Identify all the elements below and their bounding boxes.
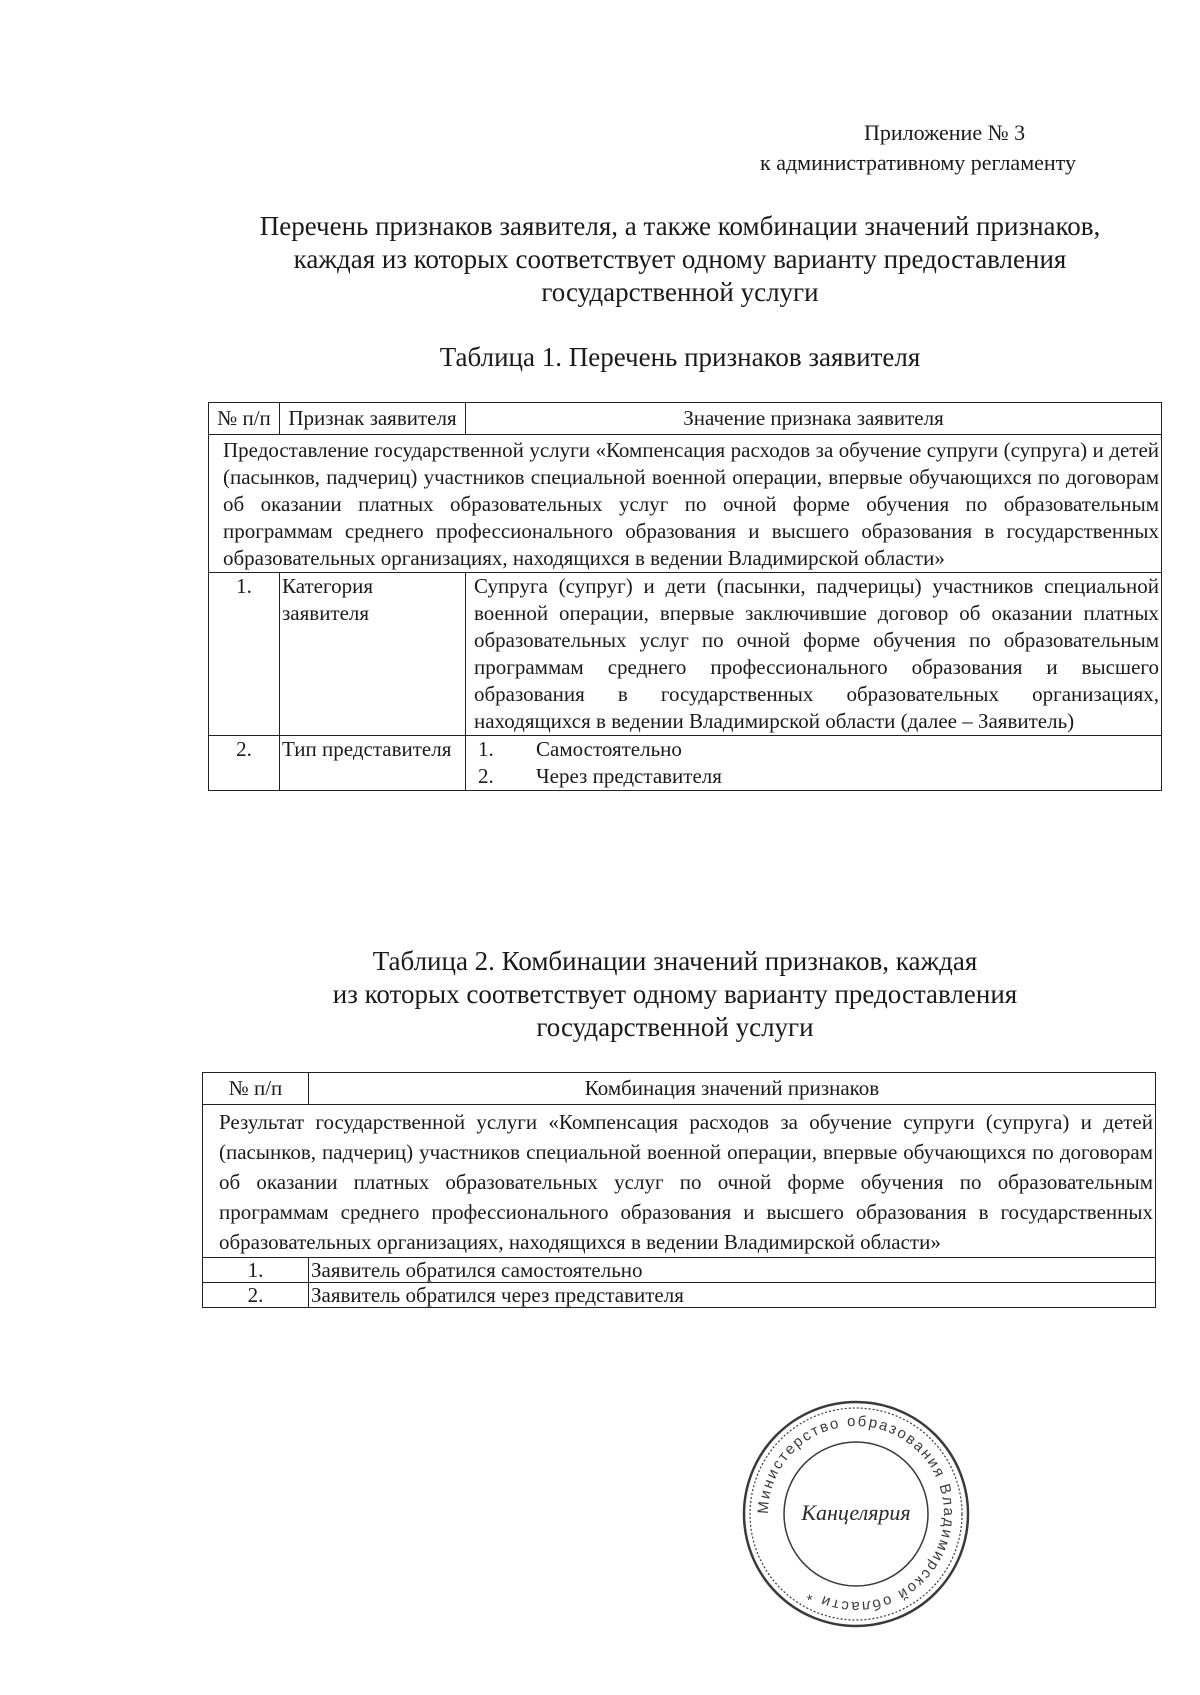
list-item-number: 1. bbox=[478, 737, 494, 761]
row-combination: Заявитель обратился самостоятельно bbox=[309, 1258, 1156, 1283]
result-cell: Результат государственной услуги «Компенсация расходов за обучение супруги (супруга) и детей (пасынков, падчериц) участников специальной военной операции, впервые обучающихся по договорам об оказании платных образовательных услуг по очной форме обучения по образовательным программам среднего профессионального образования и высшего образования в государственных образовательных организациях, находящихся в ведении Владимирской области» bbox=[203, 1105, 1156, 1258]
header-number: № п/п bbox=[209, 403, 280, 435]
title-line-1: Перечень признаков заявителя, а также комбинации значений признаков, bbox=[259, 211, 1101, 241]
row-combination: Заявитель обратился через представителя bbox=[309, 1283, 1156, 1308]
document-title bbox=[220, 210, 1140, 309]
table-header-row bbox=[209, 403, 1162, 435]
caption-line-2: из которых соответствует одному варианту предоставления bbox=[332, 979, 1018, 1009]
sign-combinations-table bbox=[202, 1072, 1156, 1308]
list-item-number: 2. bbox=[478, 764, 494, 788]
list-item bbox=[474, 763, 1159, 790]
row-number: 1. bbox=[203, 1258, 309, 1283]
seal-center-text: Канцелярия bbox=[801, 1500, 911, 1525]
table2-caption bbox=[210, 945, 1140, 1044]
title-line-2: каждая из которых соответствует одному варианту предоставления bbox=[293, 244, 1067, 274]
row-sign: Тип представителя bbox=[280, 736, 466, 791]
header-combination: Комбинация значений признаков bbox=[309, 1073, 1156, 1105]
appendix-reference: к административному регламенту bbox=[760, 150, 1076, 175]
title-line-3: государственной услуги bbox=[541, 277, 819, 307]
list-item-text: Через представителя bbox=[536, 764, 722, 788]
table1-caption: Таблица 1. Перечень признаков заявителя bbox=[439, 342, 921, 372]
caption-line-1: Таблица 2. Комбинации значений признаков, каждая bbox=[372, 946, 978, 976]
service-name-cell: Предоставление государственной услуги «Компенсация расходов за обучение супруги (супруга) и детей (пасынков, падчериц) участников специальной военной операции, впервые обучающихся по договорам об оказании платных образовательных услуг по очной форме обучения по образовательным программам среднего профессионального образования и высшего образования в государственных образовательных организациях, находящихся в ведении Владимирской области» bbox=[209, 435, 1162, 573]
appendix-header bbox=[760, 118, 1130, 178]
row-value: Супруга (супруг) и дети (пасынки, падчерицы) участников специальной военной операции, впервые заключившие договор об оказании платных образовательных услуг по очной форме обучения по образовательным программам среднего профессионального образования и высшего образования в государственных образовательных организациях, находящихся в ведении Владимирской области (далее – Заявитель) bbox=[466, 573, 1162, 736]
table-row bbox=[209, 573, 1162, 736]
appendix-number: Приложение № 3 bbox=[864, 120, 1026, 145]
list-item bbox=[474, 736, 1159, 763]
applicant-signs-table bbox=[208, 402, 1162, 791]
list-item-text: Самостоятельно bbox=[536, 737, 682, 761]
table-row bbox=[209, 736, 1162, 791]
row-number: 1. bbox=[209, 573, 280, 736]
row-number: 2. bbox=[203, 1283, 309, 1308]
table-row bbox=[203, 1283, 1156, 1308]
seal-ring-text: Министерство образования Владимирской области * bbox=[754, 1412, 958, 1616]
row-sign: Категория заявителя bbox=[280, 573, 466, 736]
header-number: № п/п bbox=[203, 1073, 309, 1105]
caption-line-3: государственной услуги bbox=[536, 1012, 814, 1042]
row-number: 2. bbox=[209, 736, 280, 791]
result-row bbox=[203, 1105, 1156, 1258]
row-value-list bbox=[466, 736, 1162, 791]
service-name-row bbox=[209, 435, 1162, 573]
header-sign: Признак заявителя bbox=[280, 403, 466, 435]
table-row bbox=[203, 1258, 1156, 1283]
header-value: Значение признака заявителя bbox=[466, 403, 1162, 435]
chancellery-seal bbox=[740, 1398, 972, 1630]
table-header-row bbox=[203, 1073, 1156, 1105]
